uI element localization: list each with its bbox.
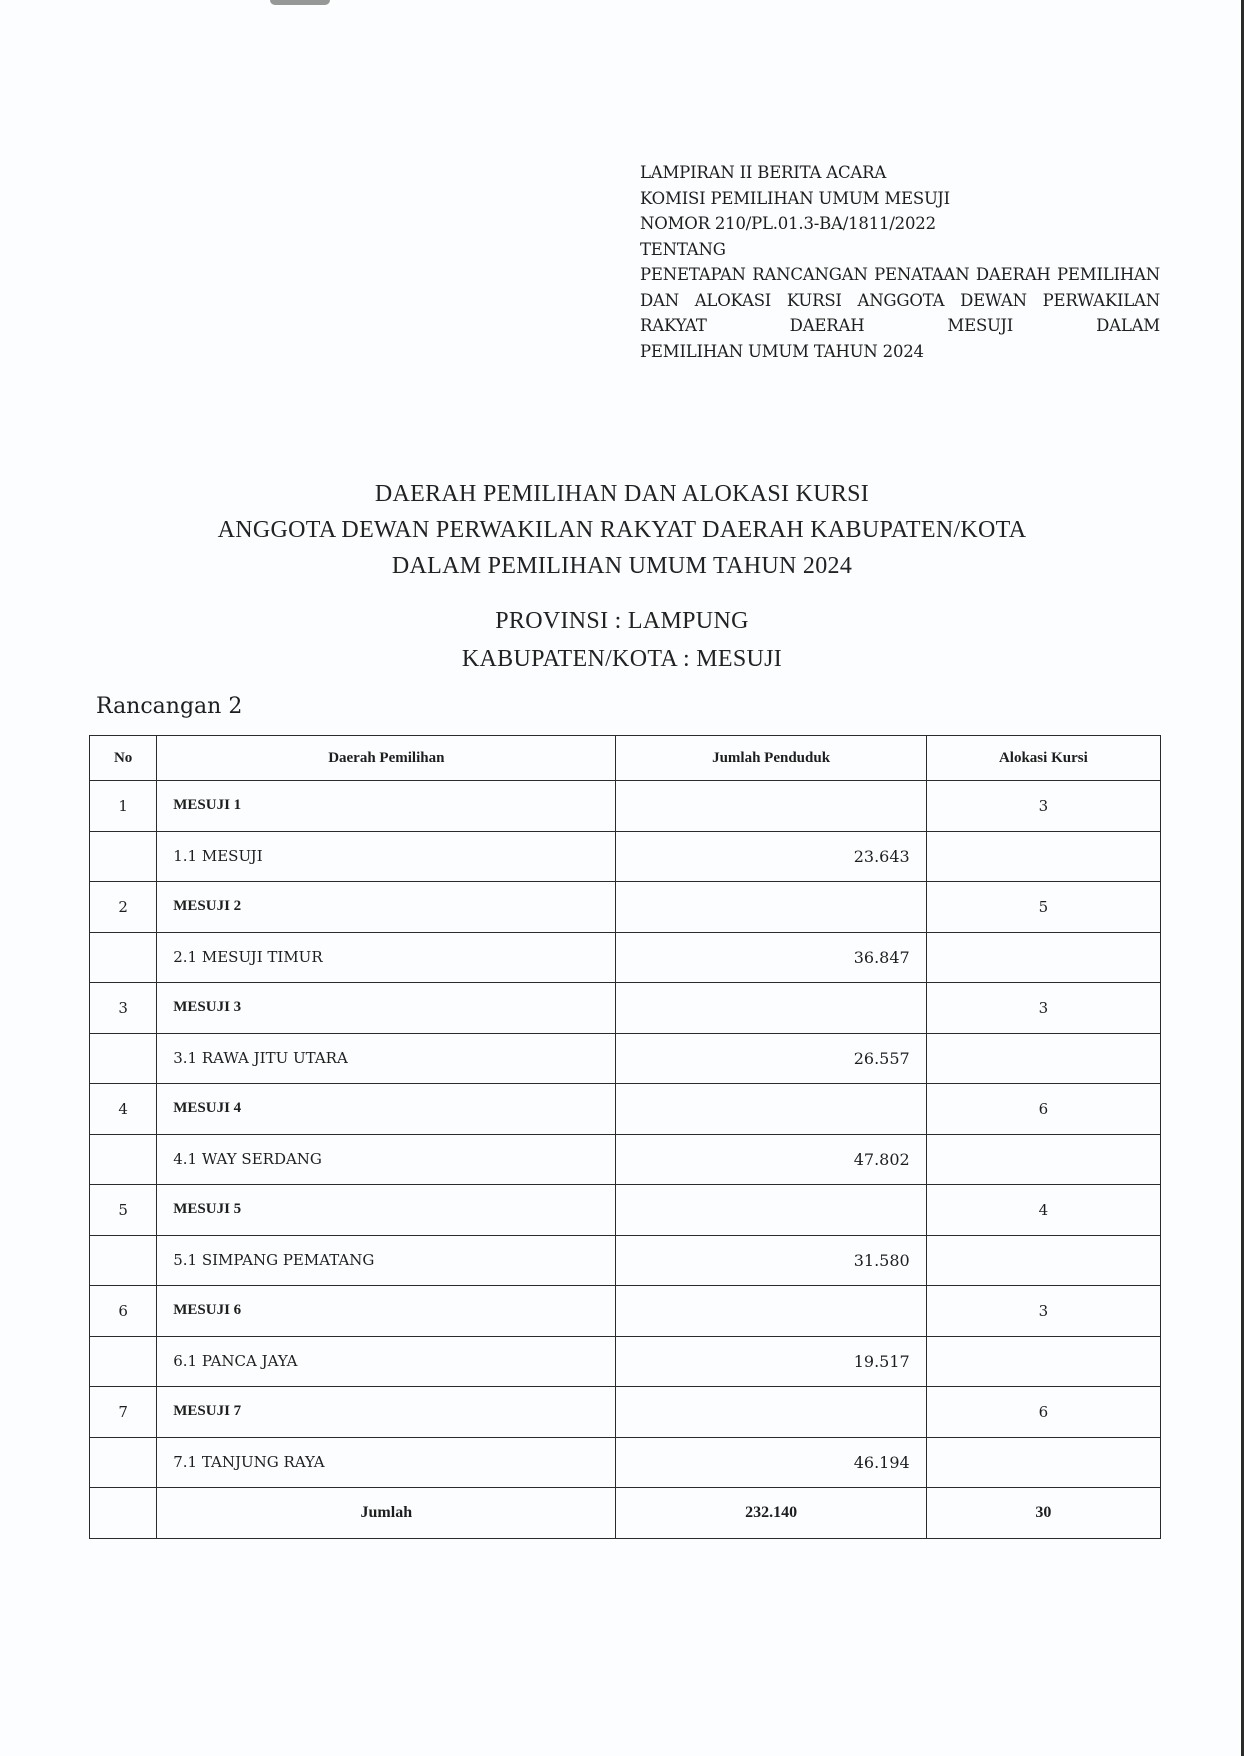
- row-district: MESUJI 5: [157, 1185, 616, 1236]
- table-row-district: [90, 1185, 1161, 1236]
- total-no: [90, 1488, 157, 1539]
- attachment-line: LAMPIRAN II BERITA ACARA: [640, 163, 887, 182]
- total-label: Jumlah: [157, 1488, 616, 1539]
- table-row-subdistrict: [90, 1235, 1161, 1286]
- row-population: [616, 1387, 926, 1438]
- row-district: MESUJI 4: [157, 1084, 616, 1135]
- header-district: Daerah Pemilihan: [157, 736, 616, 781]
- row-subdistrict: 1.1 MESUJI: [157, 831, 616, 882]
- attachment-subject: PENETAPAN RANCANGAN PENATAAN DAERAH PEMILIHAN DAN ALOKASI KURSI ANGGOTA DEWAN PERWAKILAN RAKYAT DAERAH MESUJI DALAM: [640, 265, 1160, 335]
- row-no: [90, 1134, 157, 1185]
- table-row-district: [90, 983, 1161, 1034]
- row-seats: 3: [926, 1286, 1160, 1337]
- row-population: 46.194: [616, 1437, 926, 1488]
- table-row-district: [90, 882, 1161, 933]
- row-seats: 3: [926, 781, 1160, 832]
- table-row-total: [90, 1488, 1161, 1539]
- row-subdistrict: 3.1 RAWA JITU UTARA: [157, 1033, 616, 1084]
- row-seats: [926, 932, 1160, 983]
- row-district: MESUJI 6: [157, 1286, 616, 1337]
- scan-artifact: [270, 0, 330, 5]
- row-seats: 3: [926, 983, 1160, 1034]
- row-population: [616, 1185, 926, 1236]
- table-header-row: [90, 736, 1161, 781]
- row-subdistrict: 4.1 WAY SERDANG: [157, 1134, 616, 1185]
- regency-label: KABUPATEN/KOTA : MESUJI: [461, 646, 783, 672]
- attachment-line: KOMISI PEMILIHAN UMUM MESUJI: [640, 188, 950, 208]
- row-subdistrict: 5.1 SIMPANG PEMATANG: [157, 1235, 616, 1286]
- attachment-line: TENTANG: [640, 239, 726, 259]
- row-seats: [926, 1134, 1160, 1185]
- row-seats: 6: [926, 1387, 1160, 1438]
- row-population: 36.847: [616, 932, 926, 983]
- row-population: [616, 882, 926, 933]
- document-title: [0, 476, 1244, 584]
- title-line: DALAM PEMILIHAN UMUM TAHUN 2024: [391, 553, 853, 579]
- table-row-district: [90, 1286, 1161, 1337]
- table-row-district: [90, 781, 1161, 832]
- total-seats: 30: [926, 1488, 1160, 1539]
- row-no: 1: [90, 781, 157, 832]
- table-row-subdistrict: [90, 1033, 1161, 1084]
- row-no: [90, 1235, 157, 1286]
- table-row-district: [90, 1084, 1161, 1135]
- table-row-subdistrict: [90, 1437, 1161, 1488]
- row-seats: 6: [926, 1084, 1160, 1135]
- row-seats: [926, 1437, 1160, 1488]
- row-seats: [926, 1336, 1160, 1387]
- table-row-subdistrict: [90, 1336, 1161, 1387]
- row-no: 6: [90, 1286, 157, 1337]
- table-row-subdistrict: [90, 1134, 1161, 1185]
- row-seats: [926, 1235, 1160, 1286]
- row-seats: 5: [926, 882, 1160, 933]
- title-line: ANGGOTA DEWAN PERWAKILAN RAKYAT DAERAH KABUPATEN/KOTA: [217, 517, 1027, 543]
- row-population: 23.643: [616, 831, 926, 882]
- row-no: 5: [90, 1185, 157, 1236]
- row-seats: [926, 831, 1160, 882]
- row-no: [90, 932, 157, 983]
- row-seats: 4: [926, 1185, 1160, 1236]
- row-seats: [926, 1033, 1160, 1084]
- row-population: [616, 1084, 926, 1135]
- total-population: 232.140: [616, 1488, 926, 1539]
- header-population: Jumlah Penduduk: [616, 736, 926, 781]
- attachment-line: NOMOR 210/PL.01.3-BA/1811/2022: [640, 214, 936, 233]
- location-heading: [0, 602, 1244, 678]
- row-no: 7: [90, 1387, 157, 1438]
- attachment-header: [640, 160, 1160, 364]
- row-population: [616, 983, 926, 1034]
- row-population: 47.802: [616, 1134, 926, 1185]
- header-seats: Alokasi Kursi: [926, 736, 1160, 781]
- row-no: [90, 831, 157, 882]
- row-no: 4: [90, 1084, 157, 1135]
- district-table: [89, 735, 1161, 1539]
- table-row-subdistrict: [90, 831, 1161, 882]
- table-row-district: [90, 1387, 1161, 1438]
- row-population: 19.517: [616, 1336, 926, 1387]
- design-label: Rancangan 2: [96, 694, 243, 719]
- header-no: No: [90, 736, 157, 781]
- row-population: [616, 781, 926, 832]
- province-label: PROVINSI : LAMPUNG: [495, 608, 749, 634]
- table-row-subdistrict: [90, 932, 1161, 983]
- title-line: DAERAH PEMILIHAN DAN ALOKASI KURSI: [374, 481, 870, 507]
- row-district: MESUJI 3: [157, 983, 616, 1034]
- row-district: MESUJI 1: [157, 781, 616, 832]
- row-district: MESUJI 7: [157, 1387, 616, 1438]
- row-population: 31.580: [616, 1235, 926, 1286]
- row-subdistrict: 6.1 PANCA JAYA: [157, 1336, 616, 1387]
- attachment-subject-last: PEMILIHAN UMUM TAHUN 2024: [640, 341, 924, 361]
- row-population: [616, 1286, 926, 1337]
- row-no: [90, 1437, 157, 1488]
- row-population: 26.557: [616, 1033, 926, 1084]
- row-district: MESUJI 2: [157, 882, 616, 933]
- row-no: [90, 1336, 157, 1387]
- row-no: 2: [90, 882, 157, 933]
- row-no: 3: [90, 983, 157, 1034]
- row-subdistrict: 2.1 MESUJI TIMUR: [157, 932, 616, 983]
- row-subdistrict: 7.1 TANJUNG RAYA: [157, 1437, 616, 1488]
- row-no: [90, 1033, 157, 1084]
